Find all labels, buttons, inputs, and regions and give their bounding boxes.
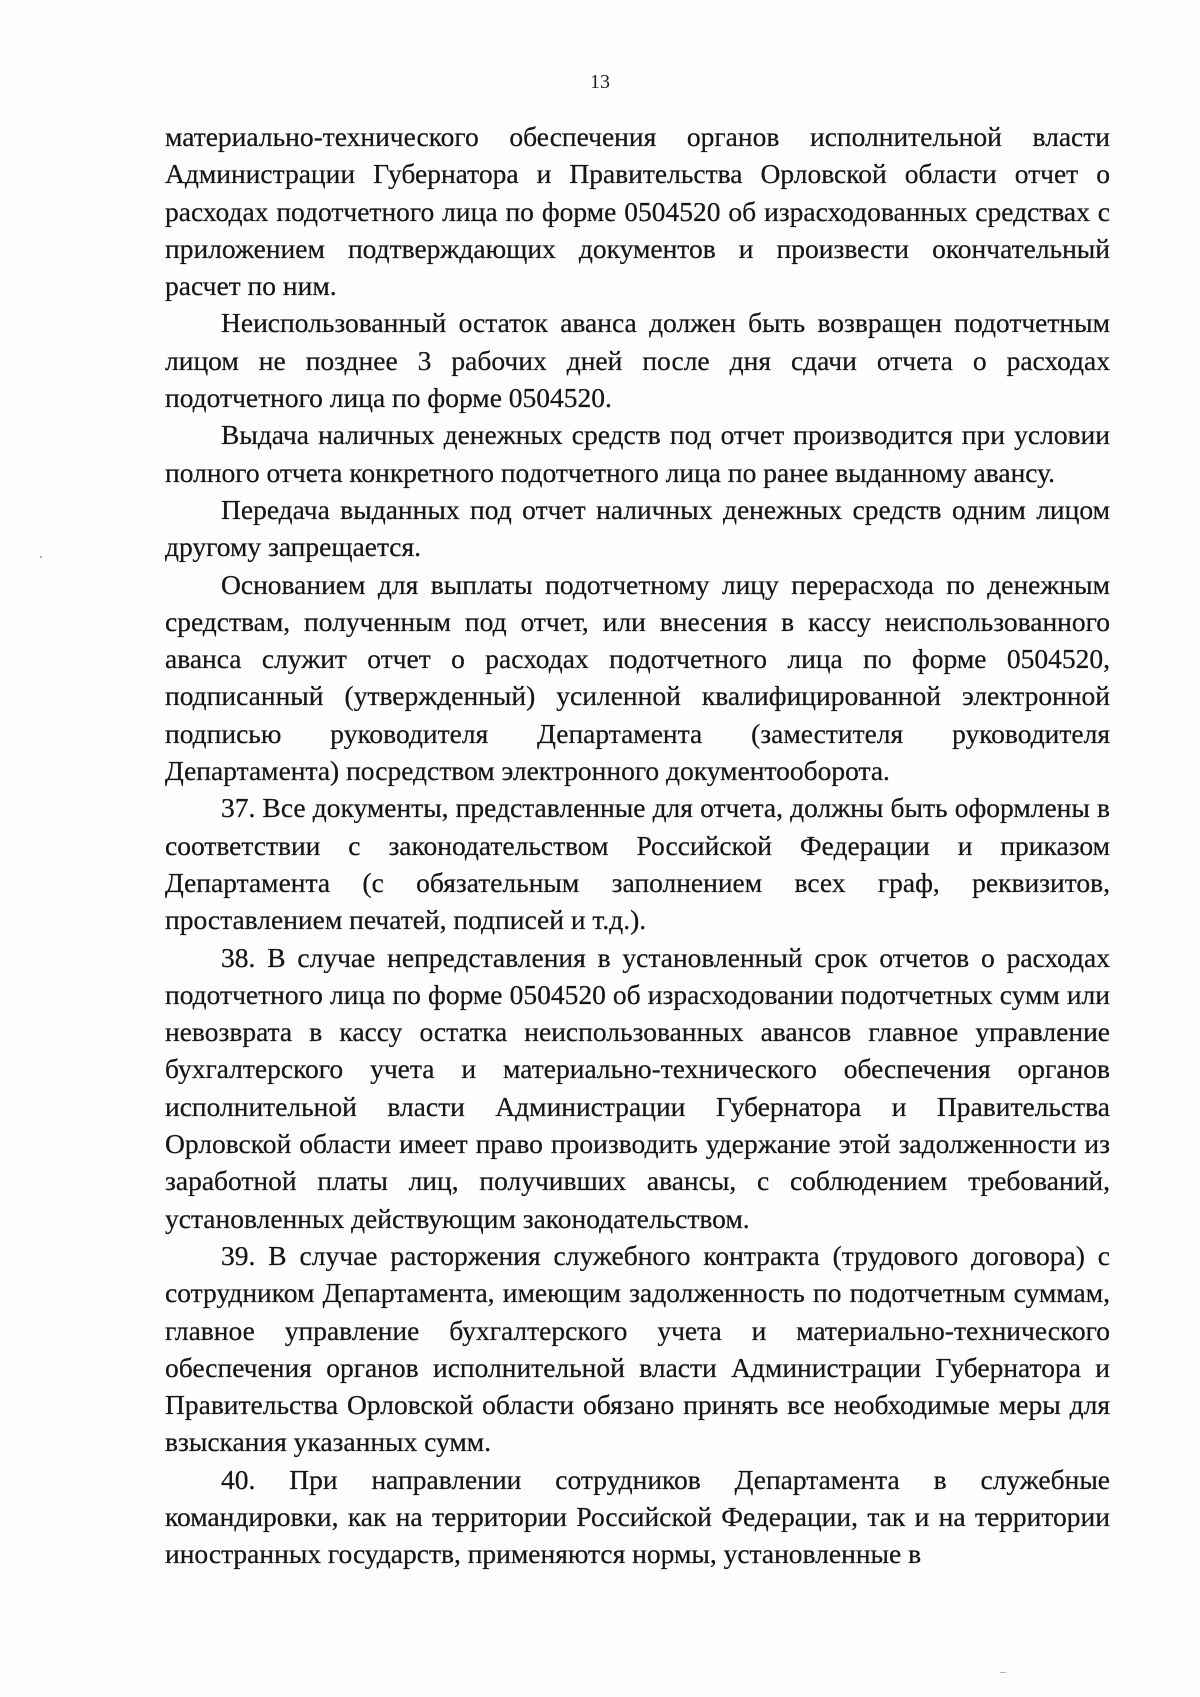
paragraph-cash-issuance-condition: Выдача наличных денежных средств под отчет производится при условии полного отчета конкретного подотчетного лица по ранее выданному авансу. [165,419,1110,488]
document-body [165,118,1110,1573]
paragraph-overspend-basis: Основанием для выплаты подотчетному лицу перерасхода по денежным средствам, полученным под отчет, или внесения в кассу неиспользованного аванса служит отчет о расходах подотчетного лица по форме 0504520, подписанный (утвержденный) усиленной квалифицированной электронной подписью руководителя Департамента (заместителя руководителя Департамента) посредством электронного документооборота. [165,568,1110,787]
paragraph-item-37: 37. Все документы, представленные для отчета, должны быть оформлены в соответствии с законодательством Российской Федерации и приказом Департамента (с обязательным заполнением всех граф, реквизитов, проставлением печатей, подписей и т.д.). [165,792,1110,936]
paragraph-transfer-prohibited: Передача выданных под отчет наличных денежных средств одним лицом другому запрещается. [165,493,1110,563]
page-number: 13 [590,71,610,93]
paragraph-item-39: 39. В случае расторжения служебного контракта (трудового договора) с сотрудником Департамента, имеющим задолженность по подотчетным суммам, главное управление бухгалтерского учета и материально-технического обеспечения органов исполнительной власти Администрации Губернатора и Правительства Орловской области обязано принять все необходимые меры для взыскания указанных сумм. [165,1239,1110,1458]
paragraph-item-40: 40. При направлении сотрудников Департамента в служебные командировки, как на территории Российской Федерации, так и на территории иностранных государств, применяются нормы, установленные в [165,1463,1110,1570]
scan-margin-mark [40,556,42,558]
paragraph-item-38: 38. В случае непредставления в установленный срок отчетов о расходах подотчетного лица по форме 0504520 об израсходовании подотчетных сумм или невозврата в кассу остатка неиспользованных авансов главное управление бухгалтерского учета и материально-технического обеспечения органов исполнительной власти Администрации Губернатора и Правительства Орловской области имеет право производить удержание этой задолженности из заработной платы лиц, получивших авансы, с соблюдением требований, установленных действующим законодательством. [165,941,1110,1234]
scan-speck [1000,1672,1006,1673]
paragraph-continuation: материально-технического обеспечения органов исполнительной власти Администрации Губернатора и Правительства Орловской области отчет о расходах подотчетного лица по форме 0504520 об израсходованных средствах с приложением подтверждающих документов и произвести окончательный расчет по ним. [165,121,1110,302]
paragraph-unused-advance-return: Неиспользованный остаток аванса должен быть возвращен подотчетным лицом не позднее 3 рабочих дней после дня сдачи отчета о расходах подотчетного лица по форме 0504520. [165,307,1110,414]
